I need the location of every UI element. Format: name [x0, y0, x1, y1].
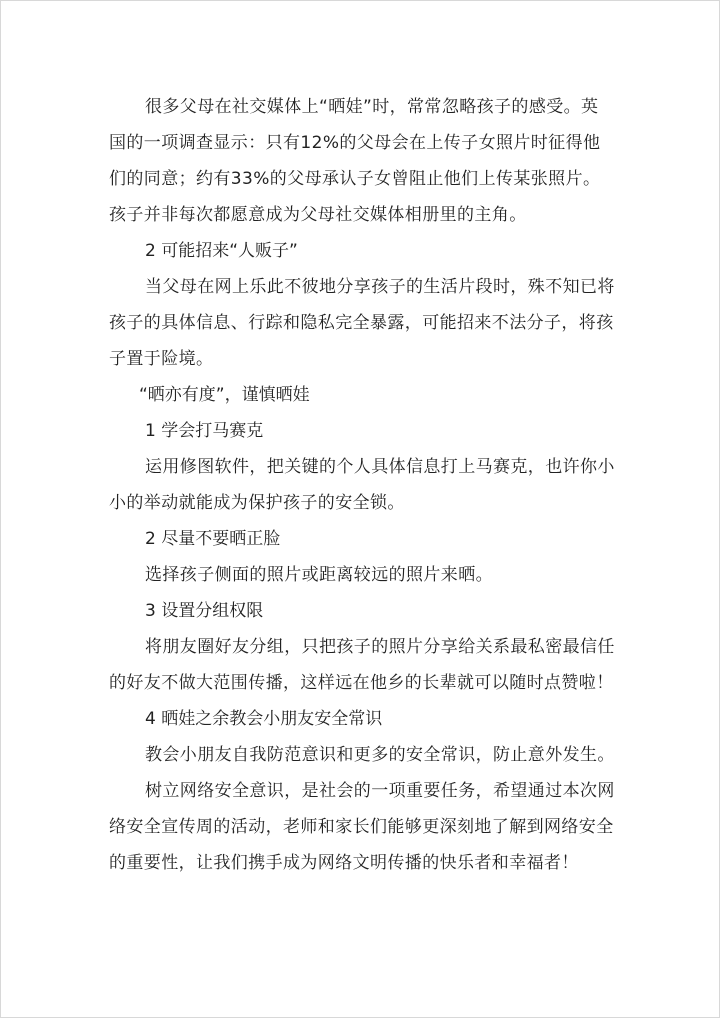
- document-body: [109, 89, 615, 881]
- body-paragraph: 教会小朋友自我防范意识和更多的安全常识，防止意外发生。: [145, 745, 615, 765]
- body-paragraph: 当父母在网上乐此不彼地分享孩子的生活片段时，殊不知已将孩子的具体信息、行踪和隐私完全暴露，可能招来不法分子，将孩子置于险境。: [109, 277, 615, 369]
- section-heading: 2 尽量不要晒正脸: [145, 529, 281, 549]
- body-paragraph: 运用修图软件，把关键的个人具体信息打上马赛克，也许你小小的举动就能成为保护孩子的安全锁。: [109, 457, 615, 513]
- section-heading: 1 学会打马赛克: [145, 421, 264, 441]
- body-paragraph: 将朋友圈好友分组，只把孩子的照片分享给关系最私密最信任的好友不做大范围传播，这样远在他乡的长辈就可以随时点赞啦！: [109, 637, 615, 693]
- section-heading: 4 晒娃之余教会小朋友安全常识: [145, 709, 383, 729]
- body-paragraph: 树立网络安全意识，是社会的一项重要任务，希望通过本次网络安全宣传周的活动，老师和家长们能够更深刻地了解到网络安全的重要性，让我们携手成为网络文明传播的快乐者和幸福者！: [109, 781, 615, 873]
- section-heading: 3 设置分组权限: [145, 601, 264, 621]
- section-heading: “晒亦有度”，谨慎晒娃: [139, 385, 310, 405]
- body-paragraph: 选择孩子侧面的照片或距离较远的照片来晒。: [145, 565, 493, 585]
- body-paragraph: 很多父母在社交媒体上“晒娃”时，常常忽略孩子的感受。英国的一项调查显示：只有12%的父母会在上传子女照片时征得他们的同意；约有33%的父母承认子女曾阻止他们上传某张照片。孩子并非每次都愿意成为父母社交媒体相册里的主角。: [109, 97, 601, 225]
- section-heading: 2 可能招来“人贩子”: [145, 241, 298, 261]
